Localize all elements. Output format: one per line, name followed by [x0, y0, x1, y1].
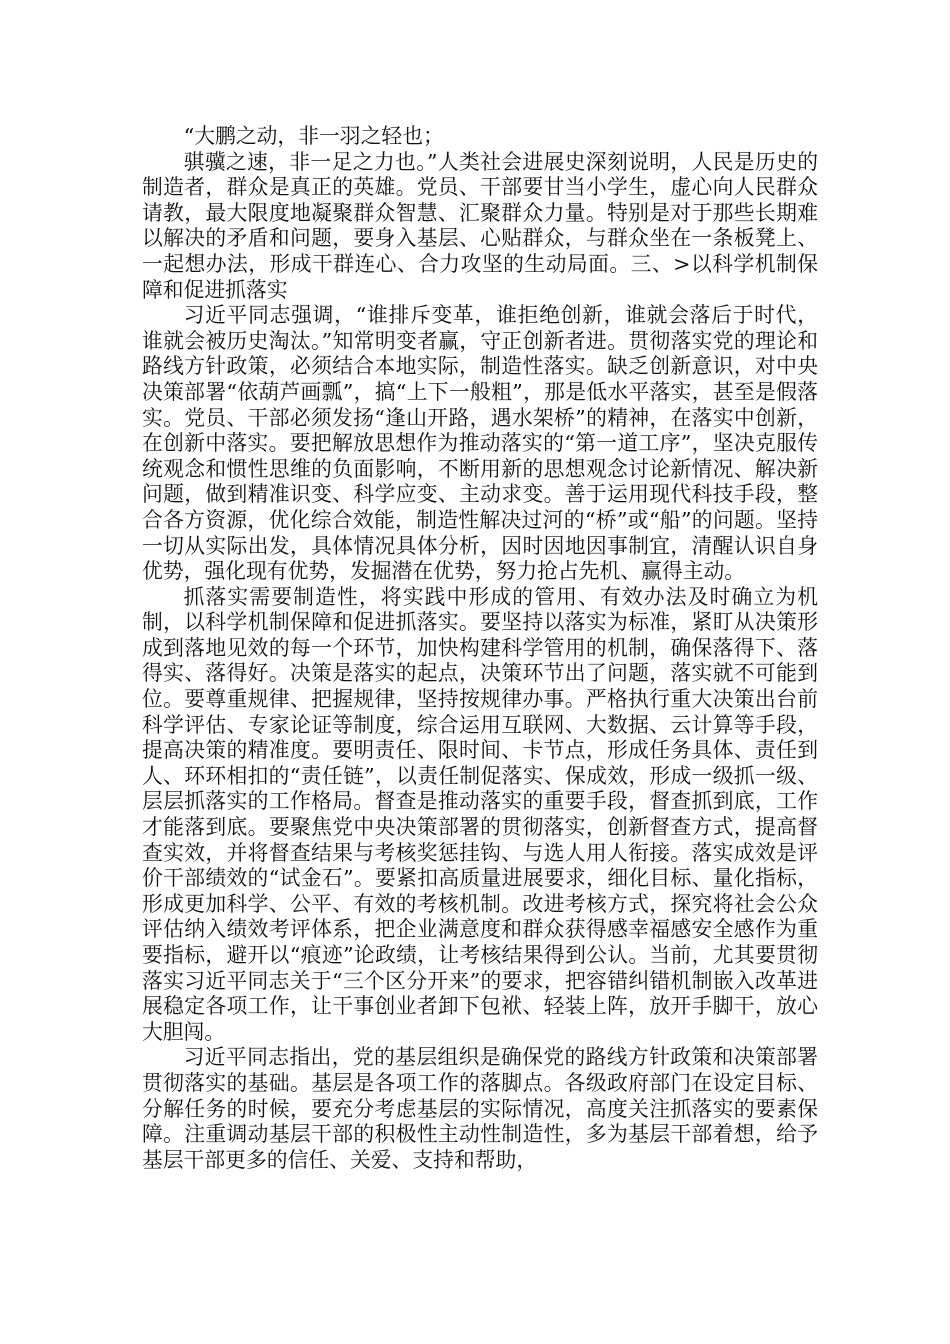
- paragraph-4: 抓落实需要制造性，将实践中形成的管用、有效办法及时确立为机制，以科学机制保障和促进抓落实。要坚持以落实为标准，紧盯从决策形成到落地见效的每一个环节，加快构建科学管用的机制，确保落得下、落得实、落得好。决策是落实的起点，决策环节出了问题，落实就不可能到位。要尊重规律、把握规律，坚持按规律办事。严格执行重大决策出台前科学评估、专家论证等制度，综合运用互联网、大数据、云计算等手段，提高决策的精准度。要明责任、限时间、卡节点，形成任务具体、责任到人、环环相扣的“责任链”，以责任制促落实、保成效，形成一级抓一级、层层抓落实的工作格局。督查是推动落实的重要手段，督查抓到底，工作才能落到底。要聚焦党中央决策部署的贯彻落实，创新督查方式，提高督查实效，并将督查结果与考核奖惩挂钩、与选人用人衔接。落实成效是评价干部绩效的“试金石”。要紧扣高质量进展要求，细化目标、量化指标，形成更加科学、公平、有效的考核机制。改进考核方式，探究将社会公众评估纳入绩效考评体系，把企业满意度和群众获得感幸福感安全感作为重要指标，避开以“痕迹”论政绩，让考核结果得到公认。当前，尤其要贯彻落实习近平同志关于“三个区分开来”的要求，把容错纠错机制嵌入改革进展稳定各项工作，让干事创业者卸下包袱、轻装上阵，放开手脚干，放心大胆闯。: [142, 584, 818, 1044]
- paragraph-1: “大鹏之动，非一羽之轻也；: [183, 124, 444, 148]
- paragraph-5: 习近平同志指出，党的基层组织是确保党的路线方针政策和决策部署贯彻落实的基础。基层是各项工作的落脚点。各级政府部门在设定目标、分解任务的时候，要充分考虑基层的实际情况，高度关注抓落实的要素保障。注重调动基层干部的积极性主动性制造性，多为基层干部着想，给予基层干部更多的信任、关爱、支持和帮助，: [142, 1045, 818, 1172]
- paragraph-2: 骐骥之速，非一足之力也。”人类社会进展史深刻说明，人民是历史的制造者，群众是真正的英雄。党员、干部要甘当小学生，虚心向人民群众请教，最大限度地凝聚群众智慧、汇聚群众力量。特别是对于那些长期难以解决的矛盾和问题，要身入基层、心贴群众，与群众坐在一条板凳上、一起想办法，形成干群连心、合力攻坚的生动局面。三、>以科学机制保障和促进抓落实: [142, 149, 818, 302]
- paragraph-3: 习近平同志强调，“谁排斥变革，谁拒绝创新，谁就会落后于时代，谁就会被历史淘汰。”知常明变者赢，守正创新者进。贯彻落实党的理论和路线方针政策，必须结合本地实际，制造性落实。缺乏创新意识，对中央决策部署“依葫芦画瓢”，搞“上下一般粗”，那是低水平落实，甚至是假落实。党员、干部必须发扬“逢山开路，遇水架桥”的精神，在落实中创新，在创新中落实。要把解放思想作为推动落实的“第一道工序”，坚决克服传统观念和惯性思维的负面影响，不断用新的思想观念讨论新情况、解决新问题，做到精准识变、科学应变、主动求变。善于运用现代科技手段，整合各方资源，优化综合效能，制造性解决过河的“桥”或“船”的问题。坚持一切从实际出发，具体情况具体分析，因时因地因事制宜，清醒认识自身优势，强化现有优势，发掘潜在优势，努力抢占先机、赢得主动。: [142, 303, 818, 584]
- document-body: [142, 124, 818, 1173]
